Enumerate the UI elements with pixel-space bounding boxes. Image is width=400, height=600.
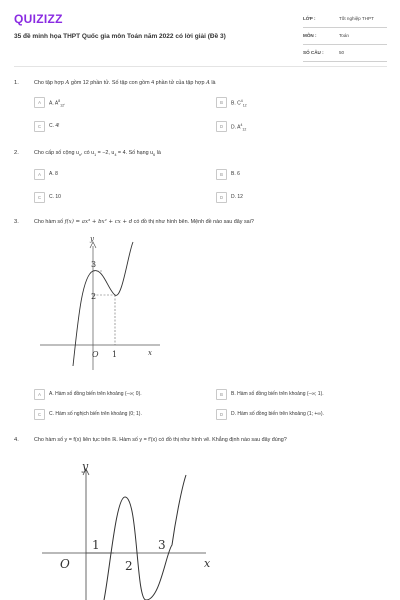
x-tick-label: 2	[125, 559, 133, 573]
option-letter-box: A	[34, 97, 45, 108]
question-text: Cho cấp số cộng $u_n$, có $u_1 = -2$, $u_4 = 4$. Số hạng $u_6$ là	[34, 150, 161, 158]
option-text: B. 6	[231, 171, 240, 177]
meta-row-count	[303, 45, 387, 62]
y-tick-label: 3	[91, 260, 97, 269]
meta-row-class	[303, 11, 387, 28]
option-text: A. Hàm số đồng biến trên khoảng (−∞; 0).	[49, 391, 142, 397]
option-letter-box: D	[216, 121, 227, 132]
meta-value: 50	[339, 50, 345, 55]
option-text: D. Hàm số đồng biến trên khoảng (1; +∞).	[231, 411, 324, 417]
question-number: 3.	[14, 219, 19, 225]
meta-value: Tốt nghiệp THPT	[339, 16, 374, 21]
origin-label: O	[92, 350, 99, 359]
derivative-curve	[104, 497, 146, 600]
option-text: D. 12	[231, 194, 243, 200]
y-axis-label: y	[90, 235, 94, 243]
document-title: 35 đề minh họa THPT Quốc gia môn Toán năm 2022 có lời giải (Đề 3)	[14, 33, 226, 40]
y-tick-label: 2	[91, 292, 97, 301]
option-text: A. $A^8_{12}$.	[49, 99, 66, 108]
question-number: 2.	[14, 150, 19, 156]
option-text: C. 4!	[49, 123, 60, 129]
cubic-curve	[73, 242, 133, 366]
question-text: Cho hàm số f(x) = ax³ + bx² + cx + d có đồ thị như hình bên. Mệnh đề nào sau đây sai?	[34, 219, 254, 225]
option-text: B. Hàm số đồng biến trên khoảng (−∞; 1).	[231, 391, 324, 397]
question-number: 1.	[14, 80, 19, 86]
option-letter-box: D	[216, 192, 227, 203]
question-text: Cho hàm số y = f(x) liên tục trên ℝ. Hàm số y = f′(x) có đồ thị như hình vẽ. Khẳng định nào sau đây đúng?	[34, 437, 287, 443]
option-text: C. 10	[49, 194, 61, 200]
header-divider	[14, 66, 387, 67]
x-axis-label: x	[204, 557, 211, 570]
option-text: C. Hàm số nghịch biến trên khoảng (0; 1).	[49, 411, 142, 417]
derivative-curve-right	[146, 475, 186, 600]
option-letter-box: B	[216, 169, 227, 180]
derivative-function-graph	[34, 457, 234, 600]
x-tick-label: 1	[92, 538, 100, 552]
option-letter-box: C	[34, 192, 45, 203]
x-tick-label: 3	[158, 538, 166, 552]
y-axis-label-holder	[88, 232, 100, 244]
option-letter-box: D	[216, 409, 227, 420]
x-axis-label: x	[148, 349, 152, 357]
option-letter-box: A	[34, 169, 45, 180]
meta-value: Toán	[339, 33, 349, 38]
quizizz-logo: QUIZIZZ	[14, 12, 63, 26]
origin-label: O	[60, 557, 70, 571]
option-letter-box: C	[34, 121, 45, 132]
option-text: A. 8	[49, 171, 58, 177]
cubic-function-graph	[34, 232, 169, 372]
meta-label: SỐ CÂU :	[303, 50, 324, 55]
meta-row-subject	[303, 28, 387, 45]
option-letter-box: B	[216, 389, 227, 400]
option-text: B. $C^4_{12}$	[231, 99, 247, 108]
y-axis-label: y	[82, 460, 89, 473]
meta-label: MÔN :	[303, 33, 317, 38]
question-number: 4.	[14, 437, 19, 443]
option-text: D. $A^4_{12}$	[231, 123, 247, 132]
x-tick-label: 1	[112, 350, 118, 359]
question-text: Cho tập hợp A gồm 12 phần tử. Số tập con gồm 4 phần tử của tập hợp A là	[34, 80, 216, 86]
meta-label: LỚP :	[303, 16, 316, 21]
option-letter-box: A	[34, 389, 45, 400]
meta-panel	[303, 11, 387, 62]
option-letter-box: B	[216, 97, 227, 108]
option-letter-box: C	[34, 409, 45, 420]
